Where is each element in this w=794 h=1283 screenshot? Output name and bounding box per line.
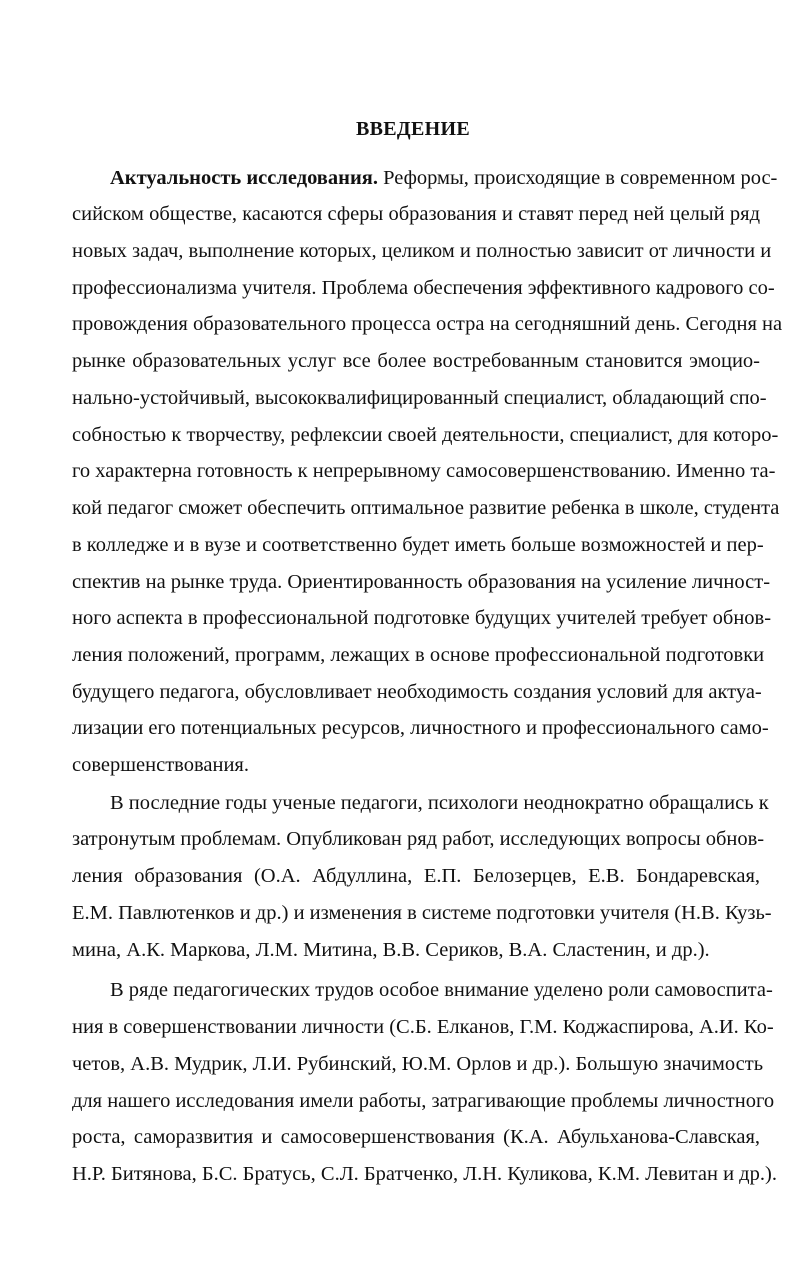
paragraph-1-line-5: провождения образовательного процесса остра на сегодняшний день. Сегодня на: [72, 313, 783, 335]
paragraph-1-line-11: в колледже и в вузе и соответственно будет иметь больше возможностей и пер-: [72, 534, 764, 556]
paragraph-2-line-2: затронутым проблемам. Опубликован ряд работ, исследующих вопросы обнов-: [72, 828, 765, 850]
paragraph-1-line-2: сийском обществе, касаются сферы образования и ставят перед ней целый ряд: [72, 203, 760, 225]
paragraph-1-line-1: [110, 165, 778, 191]
paragraph-1-line-14: ления положений, программ, лежащих в основе профессиональной подготовки: [72, 644, 765, 666]
paragraph-1-line-15: будущего педагога, обусловливает необходимость создания условий для актуа-: [72, 681, 762, 703]
paragraph-3-line-5: роста, саморазвития и самосовершенствования (К.А. Абульханова-Славская,: [72, 1126, 760, 1148]
paragraph-1-line-12: спектив на рынке труда. Ориентированность образования на усиление личност-: [72, 571, 771, 593]
paragraph-1-line-16: лизации его потенциальных ресурсов, личностного и профессионального само-: [72, 717, 769, 739]
paragraph-1-line-6: рынке образовательных услуг все более востребованным становится эмоцио-: [72, 350, 760, 372]
paragraph-1-line-10: кой педагог сможет обеспечить оптимальное развитие ребенка в школе, студента: [72, 497, 780, 519]
paragraph-3-line-2: ния в совершенствовании личности (С.Б. Елканов, Г.М. Коджаспирова, А.И. Ко-: [72, 1016, 774, 1038]
paragraph-1-line-7: нально-устойчивый, высококвалифицированный специалист, обладающий спо-: [72, 387, 767, 409]
paragraph-1-line-9: го характерна готовность к непрерывному самосовершенствованию. Именно та-: [72, 460, 776, 482]
paragraph-1-line-3: новых задач, выполнение которых, целиком и полностью зависит от личности и: [72, 240, 772, 262]
paragraph-2-line-4: Е.М. Павлютенков и др.) и изменения в системе подготовки учителя (Н.В. Кузь-: [72, 902, 772, 924]
paragraph-1-line-17: совершенствования.: [72, 754, 249, 776]
paragraph-2-line-3: ления образования (О.А. Абдуллина, Е.П. Белозерцев, Е.В. Бондаревская,: [72, 865, 760, 887]
paragraph-2-line-1: В последние годы ученые педагоги, психологи неоднократно обращались к: [110, 792, 769, 814]
lead-phrase: Актуальность исследования.: [110, 167, 378, 189]
paragraph-1-line-8: собностью к творчеству, рефлексии своей деятельности, специалист, для которо-: [72, 424, 779, 446]
line-text: Реформы, происходящие в современном рос-: [377, 167, 778, 189]
paragraph-1-line-4: профессионализма учителя. Проблема обеспечения эффективного кадрового со-: [72, 277, 775, 299]
paragraph-2-line-5: мина, А.К. Маркова, Л.М. Митина, В.В. Сериков, В.А. Сластенин, и др.).: [72, 939, 710, 961]
paragraph-3-line-3: четов, А.В. Мудрик, Л.И. Рубинский, Ю.М. Орлов и др.). Большую значимость: [72, 1053, 764, 1075]
paragraph-1-line-13: ного аспекта в профессиональной подготовке будущих учителей требует обнов-: [72, 607, 772, 629]
paragraph-3-line-6: Н.Р. Битянова, Б.С. Братусь, С.Л. Братченко, Л.Н. Куликова, К.М. Левитан и др.).: [72, 1163, 777, 1185]
page-title: ВВЕДЕНИЕ: [356, 118, 470, 140]
paragraph-3-line-1: В ряде педагогических трудов особое внимание уделено роли самовоспита-: [110, 979, 773, 1001]
paragraph-3-line-4: для нашего исследования имели работы, затрагивающие проблемы личностного: [72, 1090, 775, 1112]
